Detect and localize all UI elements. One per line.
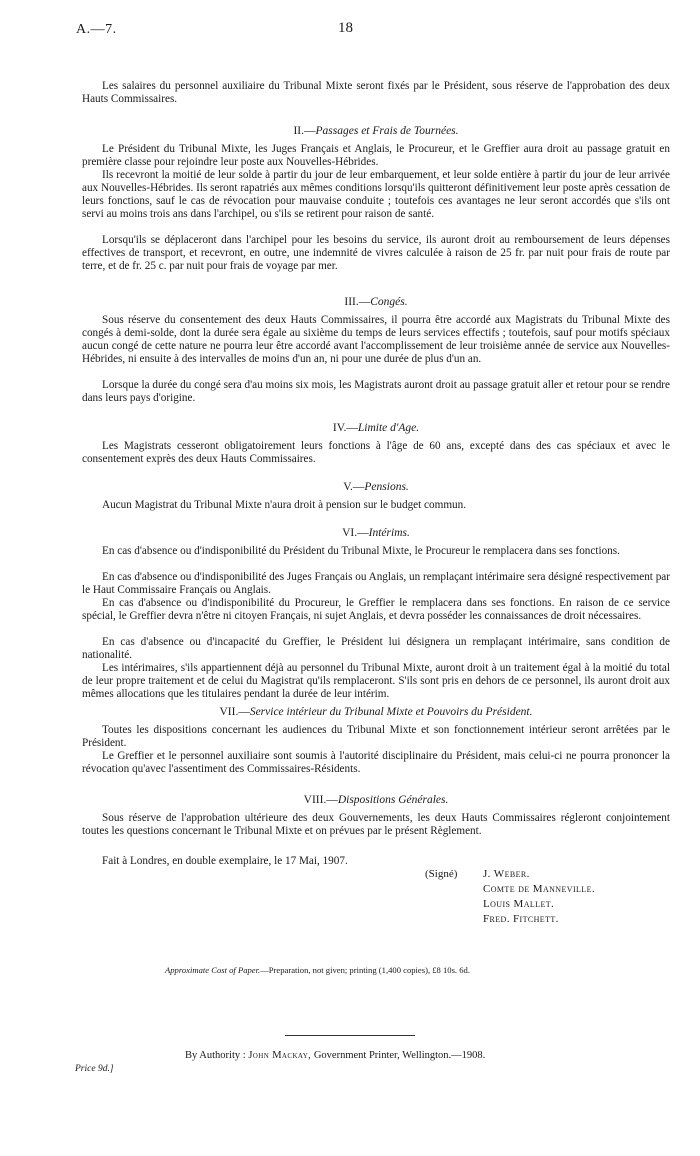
section-heading-service-interieur [82,706,670,718]
section-heading-interims [82,527,670,539]
section-number: V.— [343,481,365,493]
section-heading-dispositions-generales [82,794,670,806]
section-heading-limite-age [82,422,670,434]
paragraph-salaires: Les salaires du personnel auxiliaire du Tribunal Mixte seront fixés par le Président, sous réserve de l'approbation des deux Hauts Commissaires. [82,80,670,105]
divider [285,1035,415,1036]
price-note: Price 9d.] [75,1064,114,1074]
authority-prefix: By Authority : [185,1050,246,1061]
paragraph: Lorsqu'ils se déplaceront dans l'archipel pour les besoins du service, ils auront droit au remboursement de leurs dépenses effectives de transport, et recevront, en outre, une indemnité de vivres calculée à raison de 25 fr. par nuit pour frais de route par terre, et de fr. 25 c. par nuit pour frais de voyage par mer. [82,234,670,272]
section-title: Intérims. [368,527,410,539]
paragraph: Toutes les dispositions concernant les audiences du Tribunal Mixte et son fonctionnement intérieur seront arrêtées par le Président. [82,724,670,749]
paragraph: En cas d'absence ou d'indisponibilité du Procureur, le Greffier le remplacera dans ses fonctions. En raison de ce service spécial, le Greffier devra n'être ni citoyen Français, ni sujet Anglais, et devra posséder les connaissances de droit nécessaires. [82,597,670,622]
closing-line: Fait à Londres, en double exemplaire, le 17 Mai, 1907. [102,855,348,867]
paragraph: Sous réserve du consentement des deux Hauts Commissaires, il pourra être accordé aux Magistrats du Tribunal Mixte des congés à demi-solde, dont la durée sera égale au sixième du temps de leurs services effectifs ; toutefois, sauf pour motifs spéciaux aucun congé de cette nature ne pourra leur être accordé avant l'accomplissement de leur troisième année de service aux Nouvelles-Hébrides, ni ensuite à des intervalles de moins d'un an, ni pour une durée de plus d'un an. [82,314,670,365]
cost-note [165,965,470,975]
cost-label: Approximate Cost of Paper. [165,965,261,975]
section-heading-passages [82,125,670,137]
signatory: Fred. Fitchett. [483,913,559,925]
paragraph: Ils recevront la moitié de leur solde à partir du jour de leur embarquement, et leur solde entière à partir du jour de leur arrivée aux Nouvelles-Hébrides. Ils seront rapatriés aux mêmes conditions lorsqu'ils quitteront définitivement leur poste après cessation de leurs fonctions, sauf le cas de révocation pour mauvaise conduite ; toutefois ces avantages ne leur seront accordés que s'ils ont servi au moins trois ans dans l'archipel, ou s'ils se retirent pour raison de santé. [82,169,670,220]
authority-line [185,1050,485,1061]
section-title: Passages et Frais de Tournées. [315,125,459,137]
signed-label: (Signé) [425,868,458,880]
section-title: Dispositions Générales. [337,794,449,806]
signatory: Comte de Manneville. [483,883,596,895]
paragraph: En cas d'absence ou d'indisponibilité du Président du Tribunal Mixte, le Procureur le remplacera dans ses fonctions. [102,545,620,557]
authority-suffix: Government Printer, Wellington.—1908. [313,1050,486,1061]
section-number: VII.— [219,706,250,718]
section-number: VIII.— [303,794,338,806]
section-number: II.— [293,125,316,137]
paragraph: Les intérimaires, s'ils appartiennent déjà au personnel du Tribunal Mixte, auront droit à un traitement égal à la moitié du total de leur propre traitement et de celui du Magistrat qu'ils remplaceront. S'ils sont pris en dehors de ce personnel, ils auront droit aux mêmes allocations que les titulaires pendant la durée de leur intérim. [82,662,670,700]
paragraph: Les Magistrats cesseront obligatoirement leurs fonctions à l'âge de 60 ans, excepté dans des cas spéciaux et avec le consentement exprès des deux Hauts Commissaires. [82,440,670,465]
paragraph: Lorsque la durée du congé sera d'au moins six mois, les Magistrats auront droit au passage gratuit aller et retour pour se rendre dans leurs pays d'origine. [82,379,670,404]
printer-name: John Mackay, [248,1050,312,1061]
paragraph: Le Président du Tribunal Mixte, les Juges Français et Anglais, le Procureur, et le Greffier aura droit au passage gratuit en première classe pour rejoindre leur poste aux Nouvelles-Hébrides. [82,143,670,168]
section-title: Congés. [370,296,408,308]
signatory: Louis Mallet. [483,898,555,910]
paragraph: Sous réserve de l'approbation ultérieure des deux Gouvernements, les deux Hauts Commissaires régleront conjointement toutes les questions concernant le Tribunal Mixte et on prévues par le présent Règlement. [82,812,670,837]
cost-text: —Preparation, not given; printing (1,400 copies), £8 10s. 6d. [260,965,470,975]
section-heading-pensions [82,481,670,493]
page-number: 18 [338,20,353,36]
signatory: J. Weber. [483,868,530,880]
section-number: IV.— [332,422,358,434]
section-heading-conges [82,296,670,308]
paragraph: En cas d'absence ou d'incapacité du Greffier, le Président lui désignera un remplaçant intérimaire, sans condition de nationalité. [82,636,670,661]
paragraph: En cas d'absence ou d'indisponibilité des Juges Français ou Anglais, un remplaçant intérimaire sera désigné respectivement par le Haut Commissaire Français ou Anglais. [82,571,670,596]
section-number: III.— [344,296,371,308]
paragraph: Aucun Magistrat du Tribunal Mixte n'aura droit à pension sur le budget commun. [102,499,467,511]
section-title: Limite d'Age. [357,422,420,434]
paragraph: Le Greffier et le personnel auxiliaire sont soumis à l'autorité disciplinaire du Président, mais celui-ci ne pourra prononcer la révocation qu'avec l'assentiment des Commissaires-Résidents. [82,750,670,775]
section-title: Pensions. [364,481,409,493]
section-number: VI.— [342,527,369,539]
document-reference: A.—7. [76,22,117,37]
section-title: Service intérieur du Tribunal Mixte et Pouvoirs du Président. [249,706,533,718]
